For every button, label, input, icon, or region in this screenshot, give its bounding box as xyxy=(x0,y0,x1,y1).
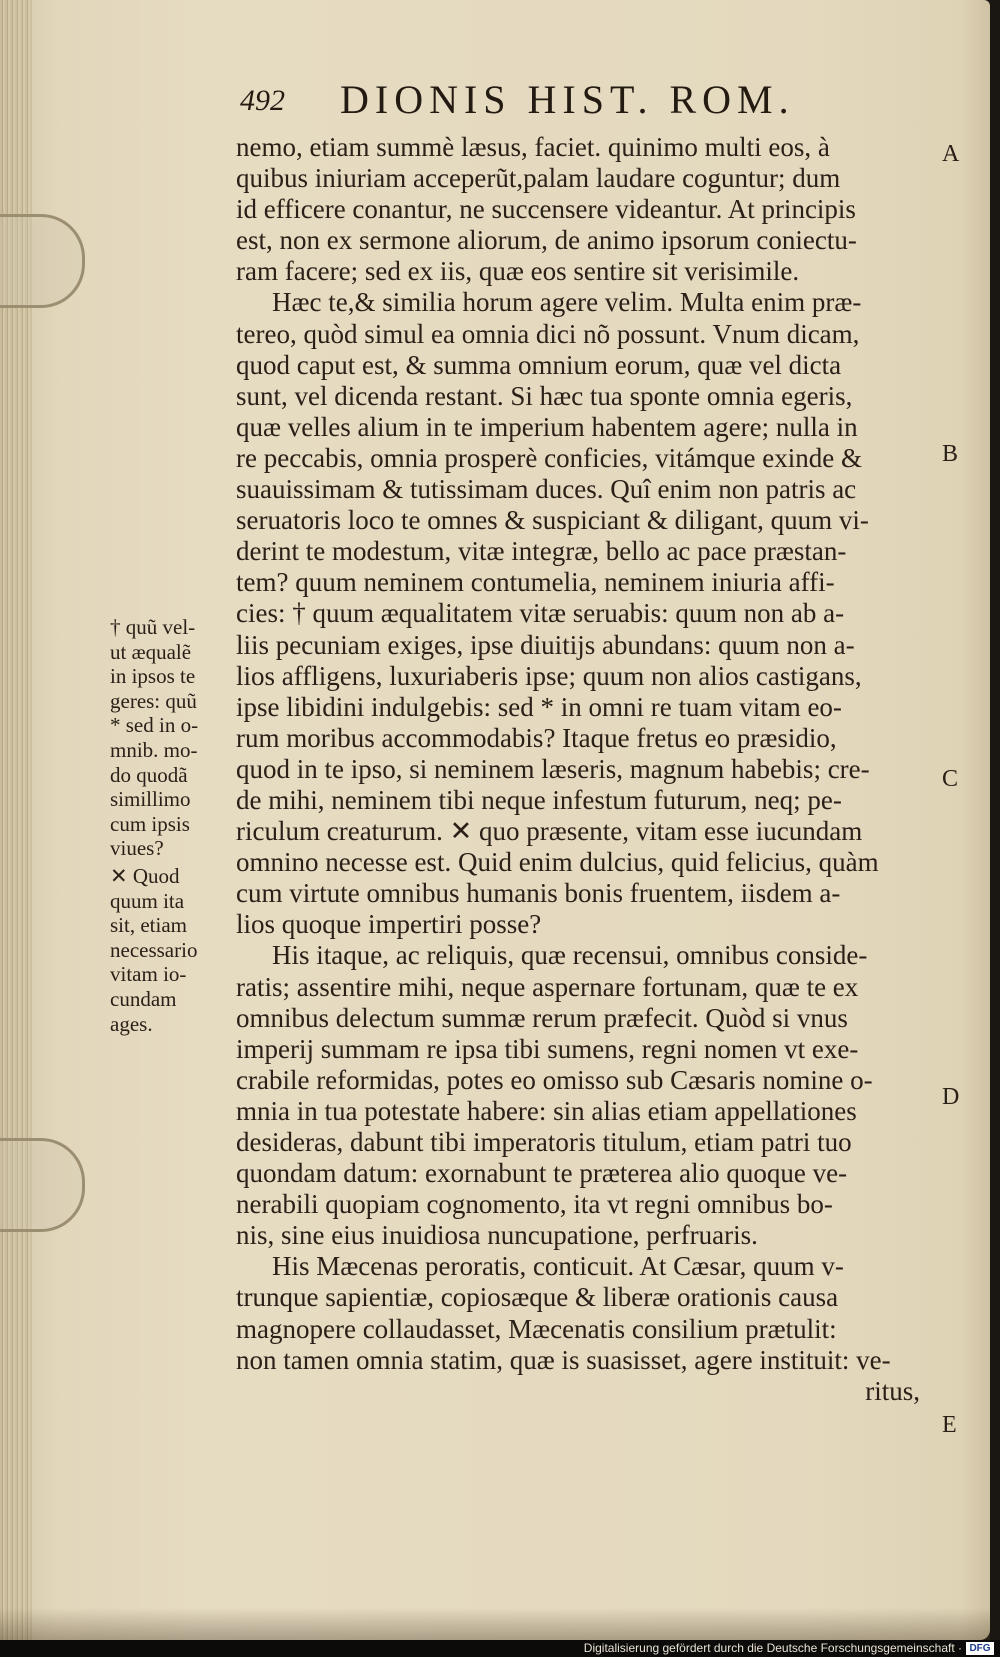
text-line: lios quoque impertiri posse? xyxy=(236,909,542,940)
margin-note-line: in ipsos te xyxy=(110,664,196,689)
page-clip-lower xyxy=(0,1138,85,1232)
text-line: His Mæcenas peroratis, conticuit. At Cæsar, quum v- xyxy=(272,1251,844,1282)
text-line: trunque sapientiæ, copiosæque & liberæ orationis causa xyxy=(236,1282,839,1313)
footer-credit: Digitalisierung gefördert durch die Deutsche Forschungsgemeinschaft · xyxy=(583,1641,962,1655)
text-line: quondam datum: exornabunt te præterea alio quoque ve- xyxy=(236,1158,848,1189)
text-line: nerabili quopiam cognomento, ita vt regni omnibus bo- xyxy=(236,1189,833,1220)
text-line: rum moribus accommodabis? Itaque fretus eo præsidio, xyxy=(236,722,837,753)
margin-note-line: vitam io- xyxy=(110,962,187,987)
margin-note-line: ut æqualẽ xyxy=(110,639,192,664)
margin-note-line: cundam xyxy=(110,986,177,1011)
section-letter-e: E xyxy=(942,1412,957,1438)
text-line: desideras, dabunt tibi imperatoris titulum, etiam patri tuo xyxy=(236,1127,852,1157)
running-head xyxy=(240,76,860,124)
text-line: quod caput est, & summa omnium eorum, quæ vel dicta xyxy=(236,349,842,380)
margin-note-line: necessario xyxy=(110,937,198,962)
text-line: sunt, vel dicenda restant. Si hæc tua sponte omnia egeris, xyxy=(236,380,853,411)
margin-note-line: * sed in o- xyxy=(110,713,199,738)
margin-note-line: viues? xyxy=(110,836,164,861)
text-line: omnino necesse est. Quid enim dulcius, quid felicius, quàm xyxy=(236,847,879,878)
catchword: ritus, xyxy=(865,1375,920,1406)
margin-note-line: † quũ vel- xyxy=(110,615,196,639)
section-letter-c: C xyxy=(942,766,959,792)
text-line: omnibus delectum summæ rerum præfecit. Quòd si vnus xyxy=(236,1002,848,1033)
margin-note-line: geres: quũ xyxy=(110,688,197,713)
text-line: riculum creaturum. ✕ quo præsente, vitam esse iucundam xyxy=(236,816,863,847)
margin-note-line: ✕ Quod xyxy=(110,863,180,888)
text-line: quibus iniuriam acceperũt,palam laudare coguntur; dum xyxy=(236,163,841,194)
text-line: suauissimam & tutissimam duces. Quî enim non patris ac xyxy=(236,474,857,505)
margin-note-line: sit, etiam xyxy=(110,913,187,938)
text-line: est, non ex sermone aliorum, de animo ipsorum coniectu- xyxy=(236,225,857,256)
page-bottom-shadow xyxy=(0,1608,990,1640)
page-number: 492 xyxy=(240,84,285,117)
text-line: derint te modestum, vitæ integræ, bello ac pace præstan- xyxy=(236,536,847,567)
text-line: nemo, etiam summè læsus, faciet. quinimo multi eos, à xyxy=(236,132,830,162)
text-line: crabile reformidas, potes eo omisso sub Cæsaris nomine o- xyxy=(236,1064,873,1095)
margin-note-line: cum ipsis xyxy=(110,811,190,836)
text-line: mnia in tua potestate habere: sin alias etiam appellationes xyxy=(236,1095,857,1126)
section-letter-b: B xyxy=(942,441,959,467)
text-line: cies: † quum æqualitatem vitæ seruabis: quum non ab a- xyxy=(236,598,845,629)
text-line: Hæc te,& similia horum agere velim. Multa enim præ- xyxy=(272,287,862,318)
page-clip-upper xyxy=(0,214,85,308)
text-line: ratis; assentire mihi, neque aspernare fortunam, quæ te ex xyxy=(236,971,859,1002)
text-line: His itaque, ac reliquis, quæ recensui, omnibus conside- xyxy=(272,940,868,971)
text-line: tem? quum neminem contumelia, neminem iniuria affi- xyxy=(236,567,835,598)
text-line: ipse libidini indulgebis: sed * in omni re tuam vitam eo- xyxy=(236,691,842,722)
margin-note-line: mnib. mo- xyxy=(110,737,198,762)
margin-note-line: do quodã xyxy=(110,762,188,787)
text-line: imperij summam re ipsa tibi sumens, regni nomen vt exe- xyxy=(236,1033,859,1064)
margin-note-2 xyxy=(110,864,230,1036)
margin-note-line: simillimo xyxy=(110,787,191,812)
text-line: ram facere; sed ex iis, quæ eos sentire sit verisimile. xyxy=(236,256,800,287)
margin-note-1 xyxy=(110,615,230,861)
text-line: magnopere collaudasset, Mæcenatis consilium prætulit: xyxy=(236,1313,837,1344)
text-line: quæ velles alium in te imperium habentem agere; nulla in xyxy=(236,411,858,442)
text-line: quod in te ipso, si neminem læseris, magnum habebis; cre- xyxy=(236,753,870,784)
margin-note-line: quum ita xyxy=(110,888,185,913)
text-line: non tamen omnia statim, quæ is suasisset, agere instituit: ve- xyxy=(236,1344,891,1375)
running-title: DIONIS HIST. ROM. xyxy=(340,77,795,122)
digitization-footer xyxy=(0,1640,1000,1657)
text-line: seruatoris loco te omnes & suspiciant & diligant, quum vi- xyxy=(236,505,869,536)
text-line: re peccabis, omnia prosperè conficies, vitámque exinde & xyxy=(236,442,863,473)
text-line: de mihi, neminem tibi neque infestum futurum, neq; pe- xyxy=(236,784,842,815)
text-line: nis, sine eius inuidiosa nuncupatione, perfruaris. xyxy=(236,1220,758,1251)
main-text-block xyxy=(236,132,936,1407)
text-line: liis pecuniam exiges, ipse diuitijs abundans: quum non a- xyxy=(236,629,855,660)
text-line: lios affligens, luxuriaberis ipse; quum non alios castigans, xyxy=(236,660,862,691)
text-line: tereo, quòd simul ea omnia dici nõ possunt. Vnum dicam, xyxy=(236,318,860,349)
margin-notes xyxy=(110,615,230,1036)
margin-note-line: ages. xyxy=(110,1011,153,1036)
text-line: id efficere conantur, ne succensere videantur. At principis xyxy=(236,194,856,225)
text-line: cum virtute omnibus humanis bonis fruentem, iisdem a- xyxy=(236,878,841,909)
section-letter-d: D xyxy=(942,1084,960,1110)
dfg-logo: DFG xyxy=(966,1642,994,1655)
section-letter-a: A xyxy=(942,141,960,167)
